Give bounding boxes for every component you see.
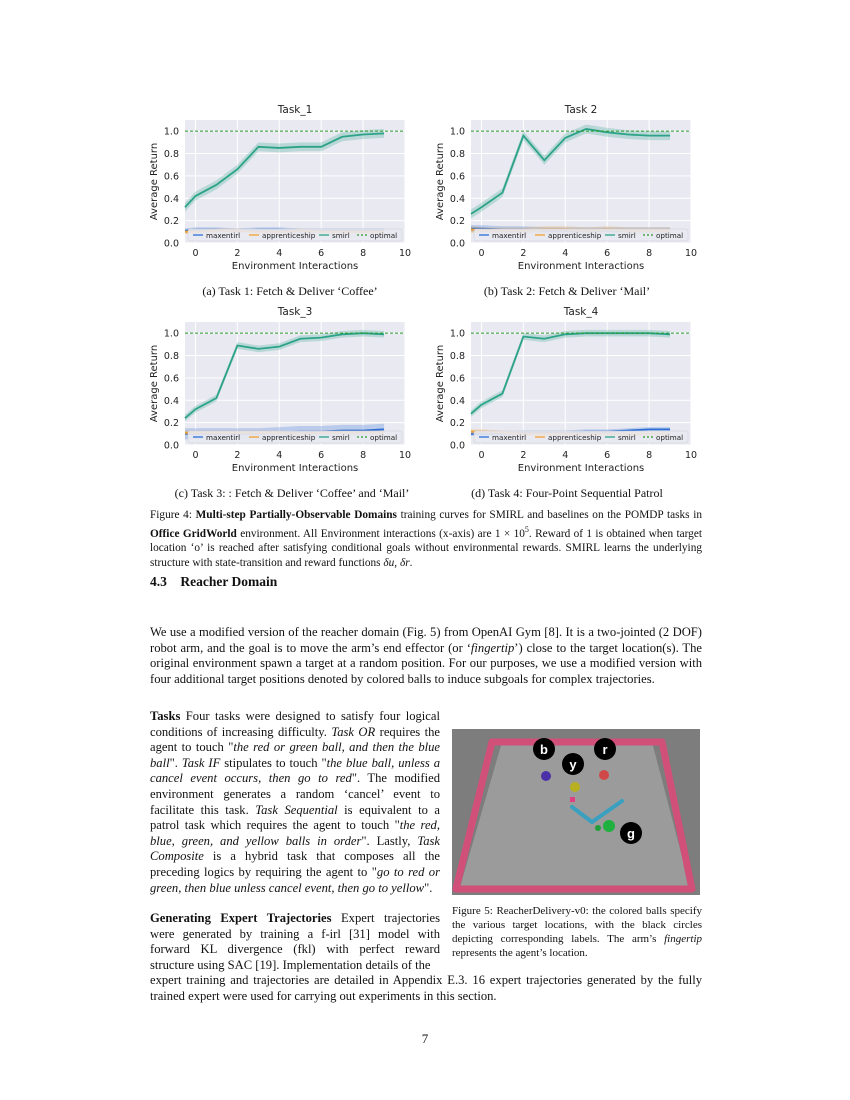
task-quote: the red or green ball, and then the blue ball [150, 740, 440, 770]
paragraph-heading: Tasks [150, 709, 181, 723]
y-tick-label: 0.4 [449, 395, 465, 407]
ball-yellow [570, 782, 580, 792]
x-tick-label: 2 [234, 248, 241, 259]
page-number: 7 [421, 1031, 429, 1046]
task-name: Task IF [181, 755, 221, 770]
section-number: 4.3 [150, 574, 167, 589]
ball-blue [541, 771, 551, 781]
paragraph-italic: fingertip [470, 640, 515, 655]
chart-svg [426, 302, 706, 472]
paragraph-text: requires the agent to touch " [150, 724, 440, 755]
y-tick-label: 0.2 [163, 418, 179, 430]
x-tick-label: 2 [520, 450, 527, 461]
paragraph-text: stipulates to touch " [220, 755, 327, 770]
y-tick-label: 0.0 [163, 238, 179, 250]
x-tick-label: 10 [684, 450, 698, 461]
expert-paragraph [150, 911, 440, 973]
subcaption-d: (d) Task 4: Four-Point Sequential Patrol [471, 486, 663, 500]
y-tick-label: 0.6 [449, 373, 465, 385]
x-tick-label: 4 [276, 450, 283, 461]
paragraph-text: is equivalent to a patrol task which requires the agent to touch " [150, 802, 440, 833]
legend-label-smirl: smirl [332, 433, 350, 442]
x-tick-label: 0 [192, 450, 199, 461]
y-axis-label: Average Return [435, 142, 446, 221]
legend-label-apprenticeship: apprenticeship [548, 433, 602, 442]
x-tick-label: 8 [646, 248, 653, 259]
paragraph-text: ". Lastly, [361, 833, 418, 848]
legend-label-smirl: smirl [618, 231, 636, 240]
ball-red [599, 770, 609, 780]
reacher-scene [452, 729, 700, 895]
y-tick-label: 0.2 [449, 216, 465, 228]
label-b: b [540, 742, 548, 757]
y-tick-label: 0.8 [163, 149, 179, 161]
paragraph-text: We use a modified version of the reacher domain (Fig. 5) from OpenAI Gym [8]. It is a two-jointed (2 DOF) robot arm, and the goal is to move the arm’s end effector (or ‘ [150, 625, 702, 655]
y-tick-label: 1.0 [163, 126, 179, 138]
caption-text: Figure 5: ReacherDelivery-v0: the colored balls specify the various target locations, with the black circles depicting corresponding labels. The arm’s [452, 905, 702, 945]
figure-4-caption [150, 508, 702, 570]
y-tick-label: 0.6 [449, 171, 465, 183]
x-tick-label: 2 [520, 248, 527, 259]
x-axis-label: Environment Interactions [517, 261, 645, 272]
section-title: Reacher Domain [180, 574, 278, 589]
caption-label: Figure 4: [150, 509, 196, 521]
caption-text: training curves for SMIRL and baselines on the POMDP tasks in [396, 509, 703, 521]
y-tick-label: 0.6 [163, 171, 179, 183]
caption-text: represents the agent’s location. [452, 947, 588, 959]
y-tick-label: 0.4 [163, 395, 179, 407]
caption-text: . Reward of 1 is obtained when target location ‘o’ is reached after satisfying conditional goals without environmental rewards. SMIRL learns the underlying structure with state-transition and reward functions [150, 527, 702, 569]
y-tick-label: 0.6 [163, 373, 179, 385]
paragraph-text: ’) close to the target location(s). The original environment spawn a target at a random position. For our purposes, we use a modified version with four additional target positions denoted by colored balls to induce subgoals for complex trajectories. [150, 640, 702, 686]
legend-label-optimal: optimal [370, 231, 398, 240]
x-tick-label: 10 [684, 248, 698, 259]
legend-label-maxentirl: maxentirl [492, 231, 527, 240]
chart-svg [140, 100, 420, 270]
x-tick-label: 2 [234, 450, 241, 461]
chart-task-1 [140, 100, 420, 270]
y-tick-label: 0.0 [449, 238, 465, 250]
y-tick-label: 1.0 [449, 328, 465, 340]
caption-bold-env: Office GridWorld [150, 527, 237, 540]
y-tick-label: 0.2 [163, 216, 179, 228]
x-tick-label: 4 [276, 248, 283, 259]
y-tick-label: 0.8 [449, 351, 465, 363]
legend-label-optimal: optimal [370, 433, 398, 442]
y-tick-label: 0.4 [163, 193, 179, 205]
x-tick-label: 4 [562, 450, 569, 461]
chart-svg [140, 302, 420, 472]
y-tick-label: 0.4 [449, 193, 465, 205]
chart-title: Task_4 [563, 306, 599, 318]
y-tick-label: 0.2 [449, 418, 465, 430]
y-tick-label: 0.8 [163, 351, 179, 363]
x-tick-label: 6 [604, 248, 611, 259]
y-axis-label: Average Return [435, 344, 446, 423]
y-tick-label: 0.8 [449, 149, 465, 161]
paragraph-text: ". The modified environment generates a random ‘cancel’ event to facilitate this task. [150, 771, 441, 817]
x-tick-label: 4 [562, 248, 569, 259]
x-tick-label: 10 [398, 450, 412, 461]
legend-label-optimal: optimal [656, 231, 684, 240]
y-tick-label: 0.0 [449, 440, 465, 452]
legend-label-maxentirl: maxentirl [206, 433, 241, 442]
task-quote: the red, blue, green, and yellow balls in order [150, 818, 440, 848]
legend-label-smirl: smirl [618, 433, 636, 442]
subcaption-a: (a) Task 1: Fetch & Deliver ‘Coffee’ [202, 284, 378, 298]
ball-green-fingertip [595, 825, 601, 831]
legend-label-apprenticeship: apprenticeship [262, 433, 316, 442]
x-axis-label: Environment Interactions [231, 261, 359, 272]
x-tick-label: 6 [604, 450, 611, 461]
caption-italic: fingertip [664, 933, 702, 945]
x-tick-label: 8 [360, 248, 367, 259]
caption-math: δu, δr [383, 556, 410, 569]
legend-label-apprenticeship: apprenticeship [548, 231, 602, 240]
y-tick-label: 1.0 [163, 328, 179, 340]
task-name: Task OR [331, 724, 376, 739]
plot-area [471, 322, 691, 445]
paragraph-text: Four tasks were designed to satisfy four logical conditions of increasing difficulty. [150, 709, 440, 739]
chart-task-3 [140, 302, 420, 472]
task-quote: go to red or green, then blue unless cancel event, then go to yellow [150, 864, 440, 895]
caption-text: . [409, 556, 413, 569]
label-g: g [627, 826, 635, 841]
figure-5-caption [452, 904, 702, 960]
chart-title: Task_3 [277, 306, 313, 318]
legend-label-optimal: optimal [656, 433, 684, 442]
paragraph-text: ". [424, 880, 433, 895]
x-axis-label: Environment Interactions [231, 463, 359, 474]
legend-label-maxentirl: maxentirl [492, 433, 527, 442]
x-tick-label: 8 [360, 450, 367, 461]
task-quote: the blue ball, unless a cancel event occurs, then go to red [150, 755, 440, 786]
section-heading [150, 574, 277, 590]
x-tick-label: 10 [398, 248, 412, 259]
caption-text: environment. All Environment interactions (x-axis) are 1 × 10 [236, 527, 525, 540]
legend-label-apprenticeship: apprenticeship [262, 231, 316, 240]
chart-task-2 [426, 100, 706, 270]
paragraph-text: Expert trajectories were generated by training a f-irl [31] model with forward KL divergence (fkl) with perfect reward structure using SAC [19]. Implementation details of the [150, 911, 440, 972]
intro-paragraph [150, 625, 702, 687]
chart-title: Task 2 [564, 104, 598, 116]
chart-svg [426, 100, 706, 270]
y-axis-label: Average Return [149, 344, 160, 423]
legend-label-smirl: smirl [332, 231, 350, 240]
x-tick-label: 6 [318, 450, 325, 461]
ball-green [603, 820, 615, 832]
x-tick-label: 8 [646, 450, 653, 461]
paragraph-text: is a hybrid task that composes all the preceding logics by requiring the agent to " [150, 849, 440, 879]
y-tick-label: 0.0 [163, 440, 179, 452]
chart-task-4 [426, 302, 706, 472]
x-tick-label: 0 [478, 248, 485, 259]
caption-sup: 5 [524, 524, 529, 534]
task-name: Task Sequential [255, 802, 338, 817]
x-tick-label: 0 [192, 248, 199, 259]
expert-paragraph-continued: expert training and trajectories are detailed in Appendix E.3. 16 expert trajectories generated by the fully trained expert were used for carrying out experiments in this section. [150, 973, 702, 1003]
paragraph-text: ". [169, 755, 182, 770]
tasks-paragraph [150, 709, 440, 896]
subcaption-c: (c) Task 3: : Fetch & Deliver ‘Coffee’ and ‘Mail’ [174, 486, 410, 500]
y-tick-label: 1.0 [449, 126, 465, 138]
legend-label-maxentirl: maxentirl [206, 231, 241, 240]
subcaption-b: (b) Task 2: Fetch & Deliver ‘Mail’ [483, 284, 651, 298]
caption-bold-title: Multi-step Partially-Observable Domains [195, 509, 397, 521]
paragraph-heading: Generating Expert Trajectories [150, 911, 332, 925]
task-name: Task Composite [150, 833, 440, 864]
chart-title: Task_1 [277, 104, 313, 116]
x-axis-label: Environment Interactions [517, 463, 645, 474]
label-r: r [602, 742, 608, 757]
label-y: y [569, 757, 577, 772]
x-tick-label: 6 [318, 248, 325, 259]
reacher-figure [452, 729, 700, 895]
y-axis-label: Average Return [149, 142, 160, 221]
x-tick-label: 0 [478, 450, 485, 461]
